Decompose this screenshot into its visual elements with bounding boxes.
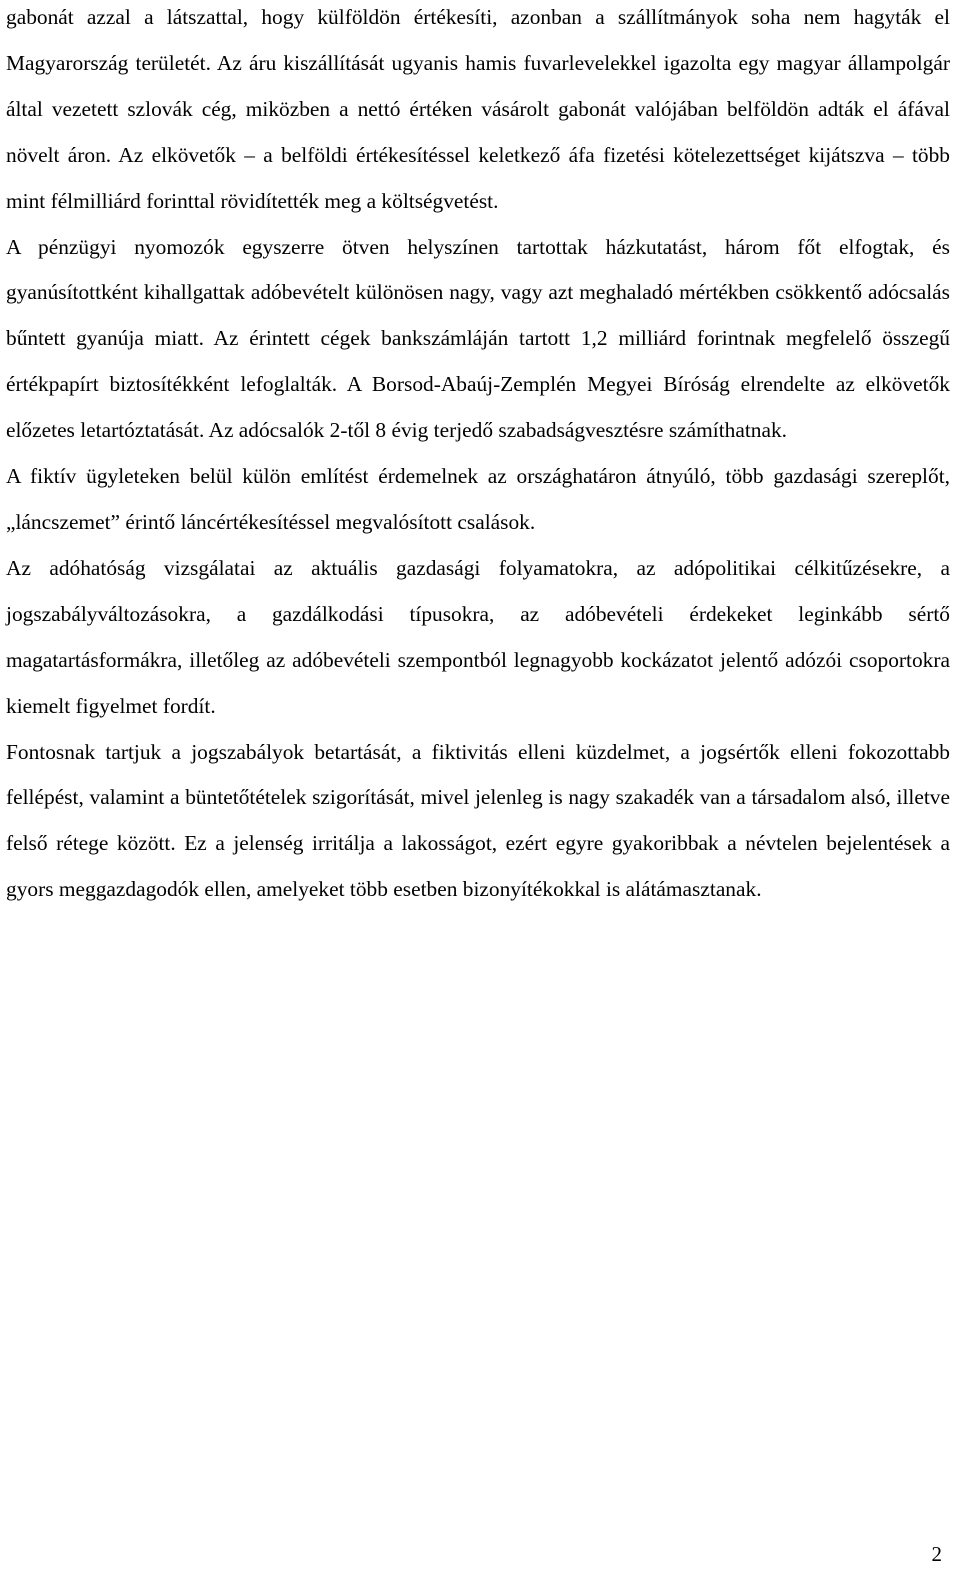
page-number: 2 [931, 1542, 942, 1566]
paragraph-tax-authority: Az adóhatóság vizsgálatai az aktuális gazdasági folyamatokra, az adópolitikai célkitűzésekre, a jogszabályváltozásokra, a gazdálkodási típusokra, az adóbevételi érdekeket leginkább sértő magatartásformákra, illetőleg az adóbevételi szempontból legnagyobb kockázatot jelentő adózói csoportokra kiemelt figyelmet fordít. [6, 555, 950, 718]
paragraph-investigation: A pénzügyi nyomozók egyszerre ötven helyszínen tartottak házkutatást, három főt elfogtak, és gyanúsítottként kihallgattak adóbevételt különösen nagy, vagy azt meghaladó mértékben csökkentő adócsalás bűntett gyanúja miatt. Az érintett cégek bankszámláján tartott 1,2 milliárd forintnak megfelelő összegű értékpapírt biztosítékként lefoglalták. A Borsod-Abaúj-Zemplén Megyei Bíróság elrendelte az elkövetők előzetes letartóztatását. Az adócsalók 2-től 8 évig terjedő szabadságvesztésre számíthatnak. [6, 234, 950, 443]
paragraph-grain-fraud: gabonát azzal a látszattal, hogy külföldön értékesíti, azonban a szállítmányok soha nem hagyták el Magyarország területét. Az áru kiszállítását ugyanis hamis fuvarlevelekkel igazolta egy magyar állampolgár által vezetett szlovák cég, miközben a nettó értéken vásárolt gabonát valójában belföldön adták el áfával növelt áron. Az elkövetők – a belföldi értékesítéssel keletkező áfa fizetési kötelezettséget kijátszva – több mint félmilliárd forinttal rövidítették meg a költségvetést. [6, 5, 950, 213]
paragraph-conclusion: Fontosnak tartjuk a jogszabályok betartását, a fiktivitás elleni küzdelmet, a jogsértők elleni fokozottabb fellépést, valamint a büntetőtételek szigorítását, mivel jelenleg is nagy szakadék van a társadalom alsó, illetve felső rétege között. Ez a jelenség irritálja a lakosságot, ezért egyre gyakoribbak a névtelen bejelentések a gyors meggazdagodók ellen, amelyeket több esetben bizonyítékokkal is alátámasztanak. [6, 739, 950, 902]
paragraph-fictitious-transactions: A fiktív ügyleteken belül külön említést érdemelnek az országhatáron átnyúló, több gazdasági szereplőt, „láncszemet” érintő láncértékesítéssel megvalósított csalások. [6, 464, 950, 534]
document-body [6, 0, 950, 913]
document-page [6, 0, 950, 1582]
